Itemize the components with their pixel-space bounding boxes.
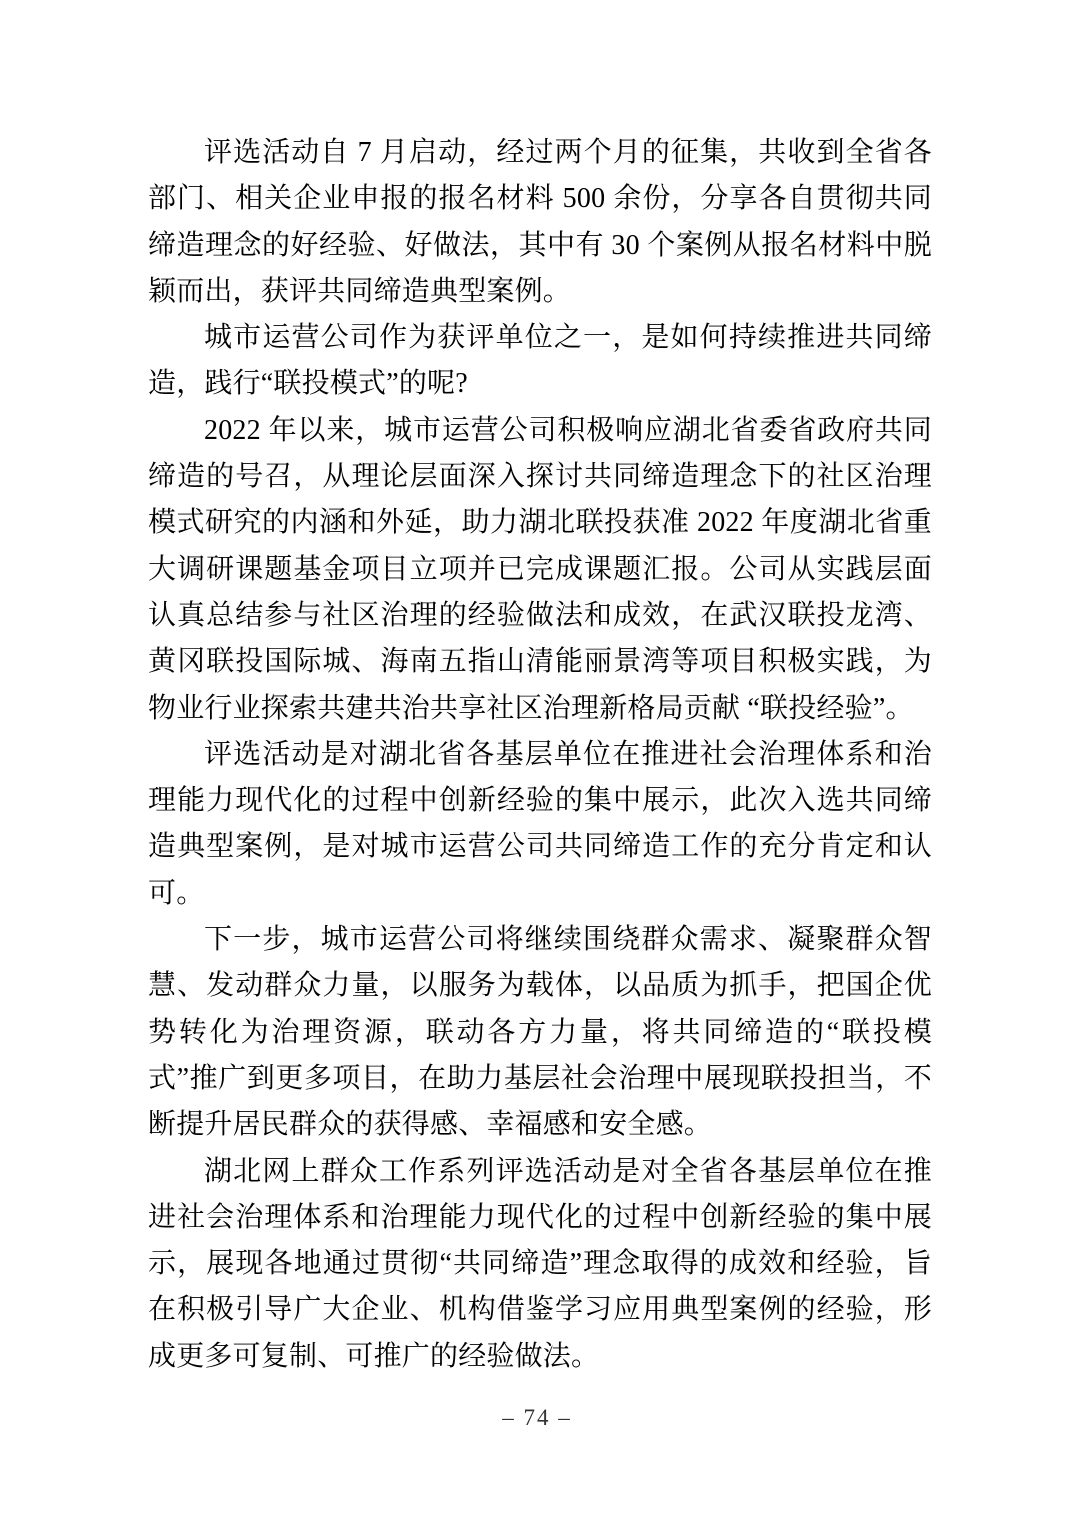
paragraph: 2022 年以来，城市运营公司积极响应湖北省委省政府共同缔造的号召，从理论层面深入探讨共同缔造理念下的社区治理模式研究的内涵和外延，助力湖北联投获准 2022 年度湖北省重大调研课题基金项目立项并已完成课题汇报。公司从实践层面认真总结参与社区治理的经验做法和成效，在武汉联投龙湾、黄冈联投国际城、海南五指山清能丽景湾等项目积极实践，为物业行业探索共建共治共享社区治理新格局贡献 “联投经验”。	[148, 414, 932, 724]
paragraph: 评选活动自 7 月启动，经过两个月的征集，共收到全省各部门、相关企业申报的报名材料 500 余份，分享各自贯彻共同缔造理念的好经验、好做法，其中有 30 个案例从报名材料中脱颖而出，获评共同缔造典型案例。	[148, 137, 932, 307]
paragraph: 城市运营公司作为获评单位之一，是如何持续推进共同缔造，践行“联投模式”的呢?	[148, 322, 932, 400]
paragraph: 湖北网上群众工作系列评选活动是对全省各基层单位在推进社会治理体系和治理能力现代化的过程中创新经验的集中展示，展现各地通过贯彻“共同缔造”理念取得的成效和经验，旨在积极引导广大企业、机构借鉴学习应用典型案例的经验，形成更多可复制、可推广的经验做法。	[148, 1155, 932, 1372]
page-number: – 74 –	[502, 1405, 572, 1430]
document-text-block	[148, 130, 932, 1380]
paragraph: 评选活动是对湖北省各基层单位在推进社会治理体系和治理能力现代化的过程中创新经验的集中展示，此次入选共同缔造典型案例，是对城市运营公司共同缔造工作的充分肯定和认可。	[148, 738, 932, 909]
paragraph: 下一步，城市运营公司将继续围绕群众需求、凝聚群众智慧、发动群众力量，以服务为载体，以品质为抓手，把国企优势转化为治理资源，联动各方力量，将共同缔造的“联投模式”推广到更多项目，在助力基层社会治理中展现联投担当，不断提升居民群众的获得感、幸福感和安全感。	[148, 924, 932, 1141]
